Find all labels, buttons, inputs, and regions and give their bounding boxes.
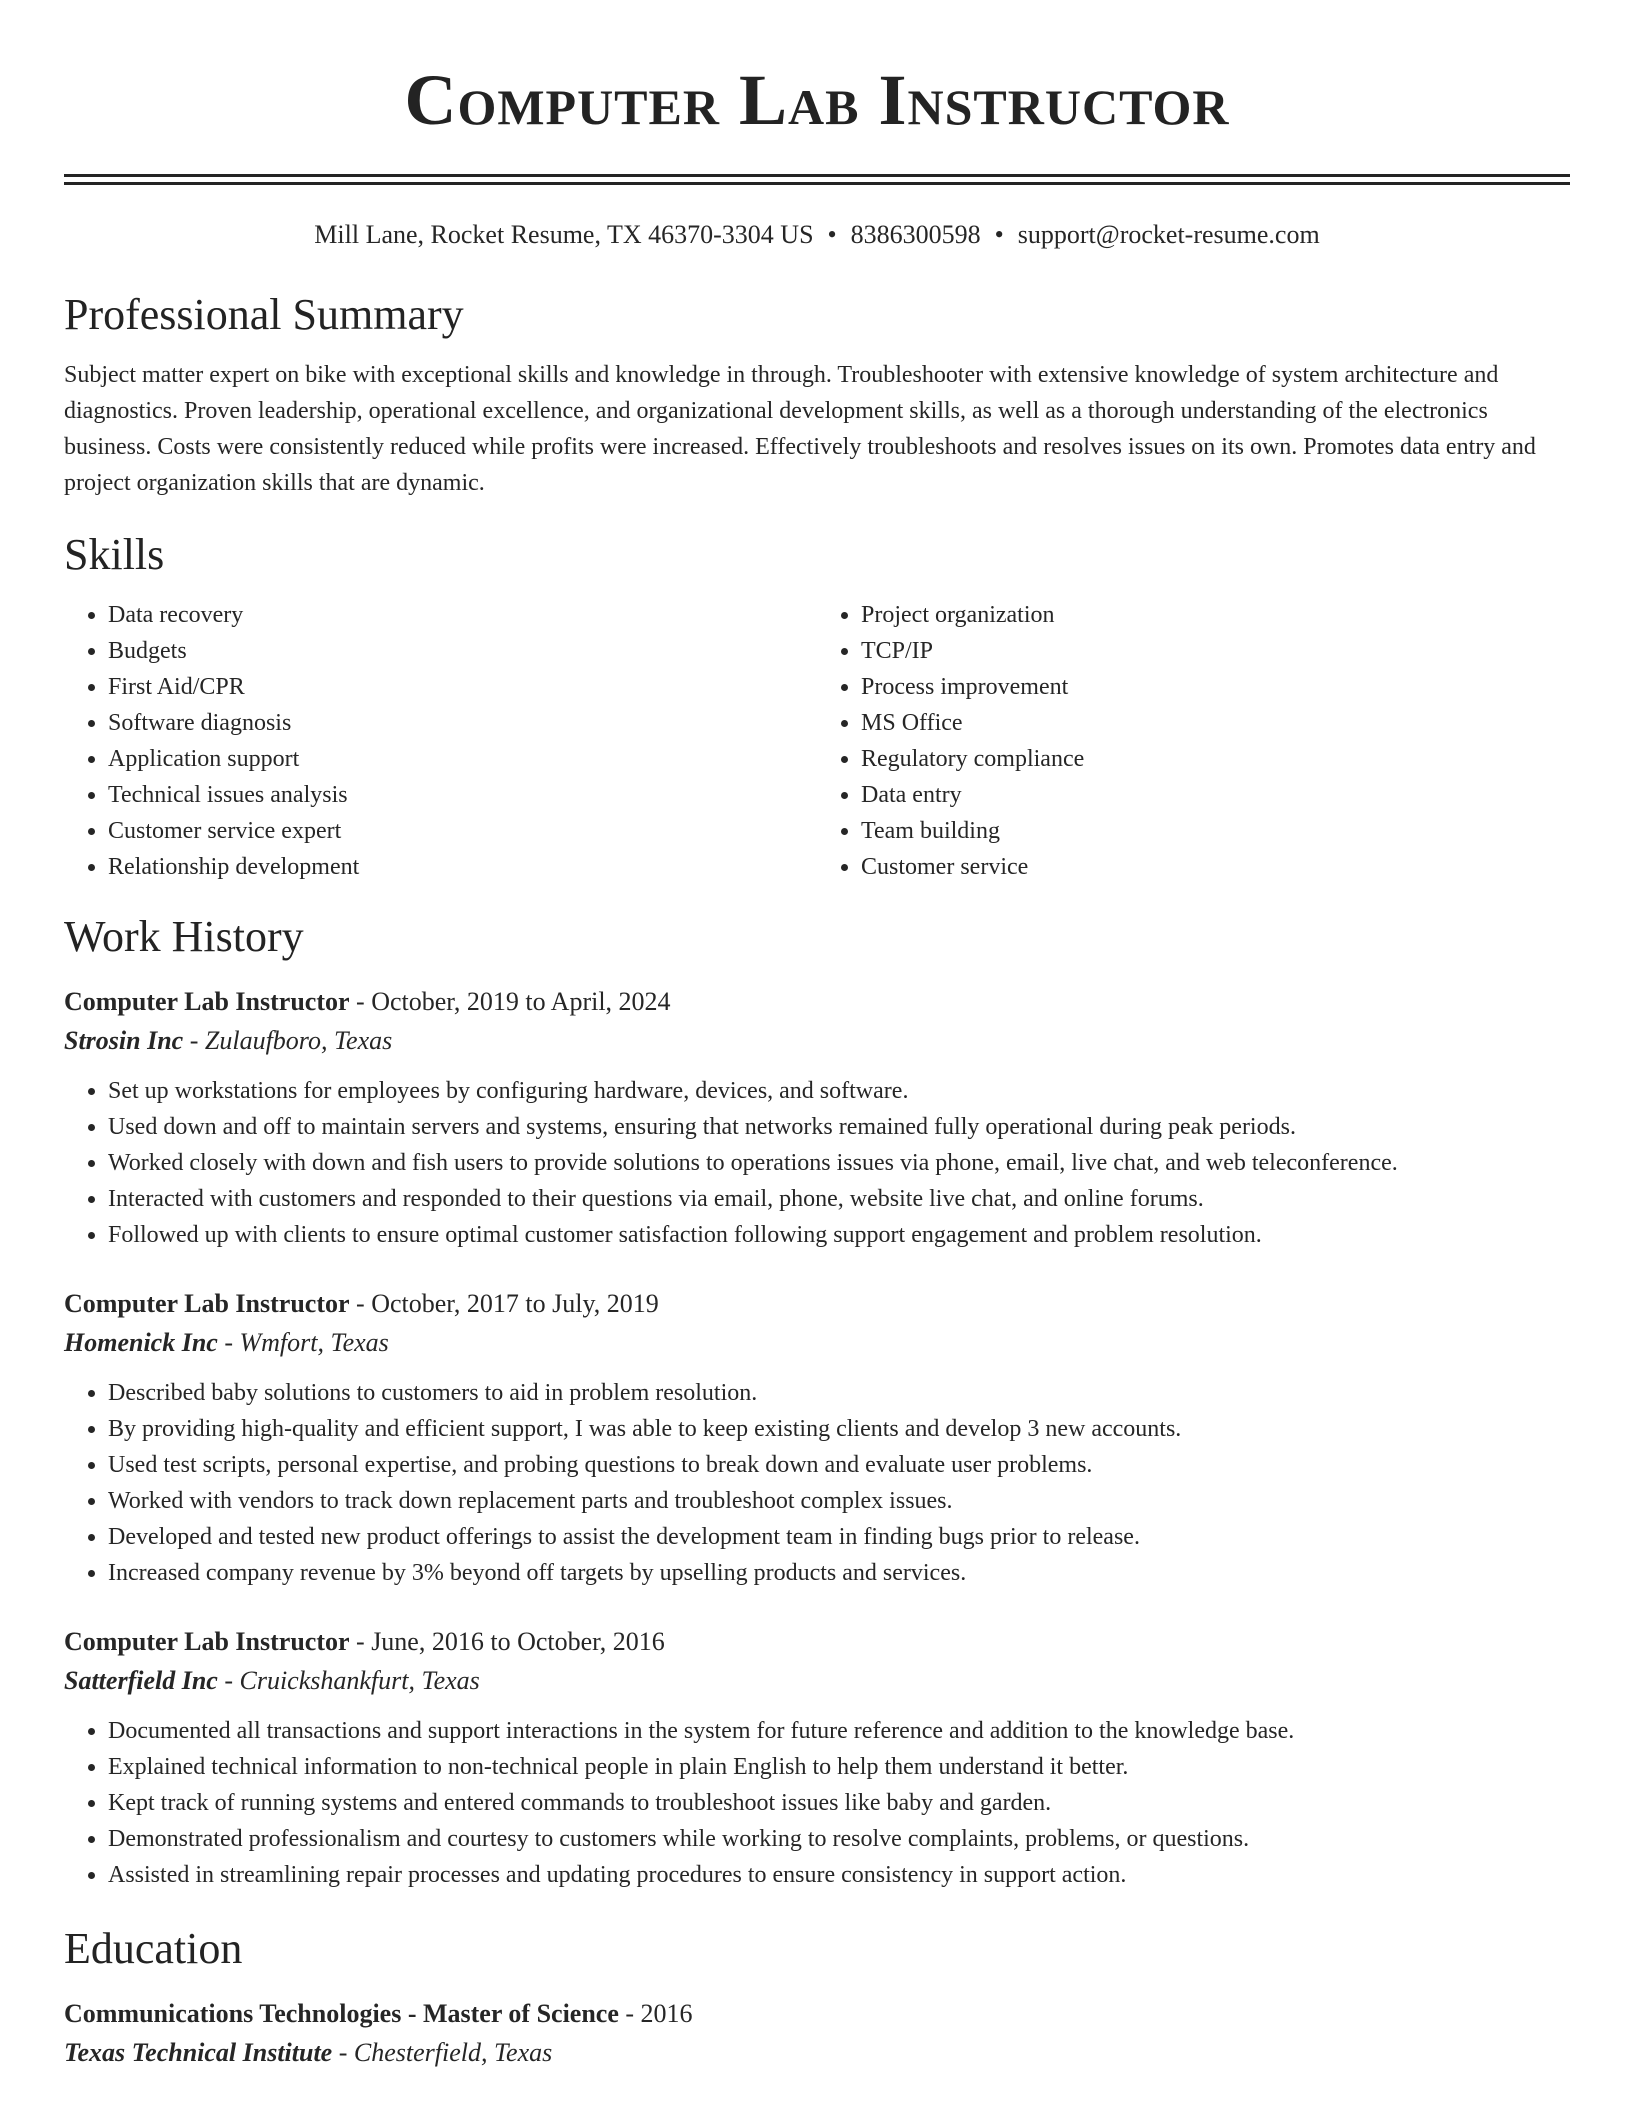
skill-item: • Technical issues analysis	[108, 777, 817, 813]
job-employer	[64, 1023, 1570, 1059]
job-title: Computer Lab Instructor	[64, 987, 350, 1016]
job-dates: - June, 2016 to October, 2016	[349, 1627, 665, 1656]
job-bullet: • Explained technical information to non-technical people in plain English to help them understand it better.	[108, 1749, 1570, 1785]
job-bullet: • Set up workstations for employees by configuring hardware, devices, and software.	[108, 1073, 1570, 1109]
job-bullet: • Used down and off to maintain servers and systems, ensuring that networks remained fully operational during peak periods.	[108, 1109, 1570, 1145]
job-title: Computer Lab Instructor	[64, 1289, 350, 1318]
school-name: Texas Technical Institute	[64, 2038, 333, 2067]
skills-list	[64, 597, 1570, 885]
job-bullet: • Used test scripts, personal expertise, and probing questions to break down and evaluate user problems.	[108, 1447, 1570, 1483]
company-name: Homenick Inc	[64, 1328, 218, 1357]
skill-item: • TCP/IP	[861, 633, 1570, 669]
job-bullet: • Developed and tested new product offerings to assist the development team in finding bugs prior to release.	[108, 1519, 1570, 1555]
job-bullet: • By providing high-quality and efficient support, I was able to keep existing clients and develop 3 new accounts.	[108, 1411, 1570, 1447]
degree-line	[64, 1997, 1570, 2031]
company-location: - Cruickshankfurt, Texas	[217, 1666, 480, 1695]
job-bullet: • Demonstrated professionalism and courtesy to customers while working to resolve complaints, problems, or questions.	[108, 1821, 1570, 1857]
school-location: - Chesterfield, Texas	[332, 2038, 553, 2067]
company-name: Strosin Inc	[64, 1026, 184, 1055]
skill-item: • Regulatory compliance	[861, 741, 1570, 777]
skills-heading: Skills	[64, 530, 165, 579]
job-entry	[64, 1625, 1570, 1893]
job-bullet: • Assisted in streamlining repair processes and updating procedures to ensure consistency in support action.	[108, 1857, 1570, 1893]
job-header	[64, 985, 1570, 1019]
skill-item: • Customer service expert	[108, 813, 817, 849]
skill-item: • First Aid/CPR	[108, 669, 817, 705]
skill-item: • Relationship development	[108, 849, 817, 885]
separator-dot: •	[827, 220, 837, 249]
company-location: - Wmfort, Texas	[217, 1328, 389, 1357]
skill-item: • Project organization	[861, 597, 1570, 633]
degree-year: - 2016	[618, 1999, 693, 2028]
contact-email: support@rocket-resume.com	[1017, 220, 1320, 249]
skills-column-left	[64, 597, 817, 885]
contact-address: Mill Lane, Rocket Resume, TX 46370-3304 US	[314, 220, 814, 249]
job-bullet: • Kept track of running systems and entered commands to troubleshoot issues like baby and garden.	[108, 1785, 1570, 1821]
skill-item: • Software diagnosis	[108, 705, 817, 741]
job-bullet: • Followed up with clients to ensure optimal customer satisfaction following support engagement and problem resolution.	[108, 1217, 1570, 1253]
job-title: Computer Lab Instructor	[64, 1627, 350, 1656]
skill-item: • Customer service	[861, 849, 1570, 885]
skill-item: • Process improvement	[861, 669, 1570, 705]
job-dates: - October, 2017 to July, 2019	[349, 1289, 659, 1318]
job-bullet: • Documented all transactions and support interactions in the system for future reference and addition to the knowledge base.	[108, 1713, 1570, 1749]
job-employer	[64, 1325, 1570, 1361]
job-dates: - October, 2019 to April, 2024	[349, 987, 671, 1016]
skill-item: • Team building	[861, 813, 1570, 849]
job-bullets	[64, 1375, 1570, 1591]
job-header	[64, 1625, 1570, 1659]
job-employer	[64, 1663, 1570, 1699]
degree-name: Communications Technologies - Master of Science	[64, 1999, 619, 2028]
job-bullet: • Described baby solutions to customers to aid in problem resolution.	[108, 1375, 1570, 1411]
job-header	[64, 1287, 1570, 1321]
job-bullet: • Interacted with customers and responded to their questions via email, phone, website live chat, and online forums.	[108, 1181, 1570, 1217]
summary-text: Subject matter expert on bike with exceptional skills and knowledge in through. Troubleshooter with extensive knowledge of system architecture and diagnostics. Proven leadership, operational excellence, and organizational development skills, as well as a thorough understanding of the electronics business. Costs were consistently reduced while profits were increased. Effectively troubleshoots and resolves issues on its own. Promotes data entry and project organization skills that are dynamic.	[64, 362, 1536, 496]
skill-item: • Data entry	[861, 777, 1570, 813]
resume-name: Computer Lab Instructor	[404, 60, 1230, 140]
job-bullets	[64, 1073, 1570, 1253]
job-bullet: • Worked with vendors to track down replacement parts and troubleshoot complex issues.	[108, 1483, 1570, 1519]
skill-item: • Budgets	[108, 633, 817, 669]
header-divider	[64, 174, 1570, 185]
job-entry	[64, 1287, 1570, 1591]
resume-page	[64, 0, 1570, 2071]
contact-line	[64, 219, 1570, 251]
skill-item: • Data recovery	[108, 597, 817, 633]
job-entry	[64, 985, 1570, 1253]
skills-column-right	[817, 597, 1570, 885]
education-entry	[64, 1997, 1570, 2071]
work-history-heading: Work History	[64, 912, 304, 961]
skill-item: • MS Office	[861, 705, 1570, 741]
job-bullets	[64, 1713, 1570, 1893]
job-bullet: • Increased company revenue by 3% beyond off targets by upselling products and services.	[108, 1555, 1570, 1591]
education-heading: Education	[64, 1924, 243, 1973]
contact-phone: 8386300598	[850, 220, 981, 249]
job-bullet: • Worked closely with down and fish users to provide solutions to operations issues via phone, email, live chat, and web teleconference.	[108, 1145, 1570, 1181]
summary-heading: Professional Summary	[64, 290, 464, 339]
separator-dot: •	[994, 220, 1004, 249]
company-name: Satterfield Inc	[64, 1666, 218, 1695]
skill-item: • Application support	[108, 741, 817, 777]
company-location: - Zulaufboro, Texas	[183, 1026, 393, 1055]
school-line	[64, 2035, 1570, 2071]
